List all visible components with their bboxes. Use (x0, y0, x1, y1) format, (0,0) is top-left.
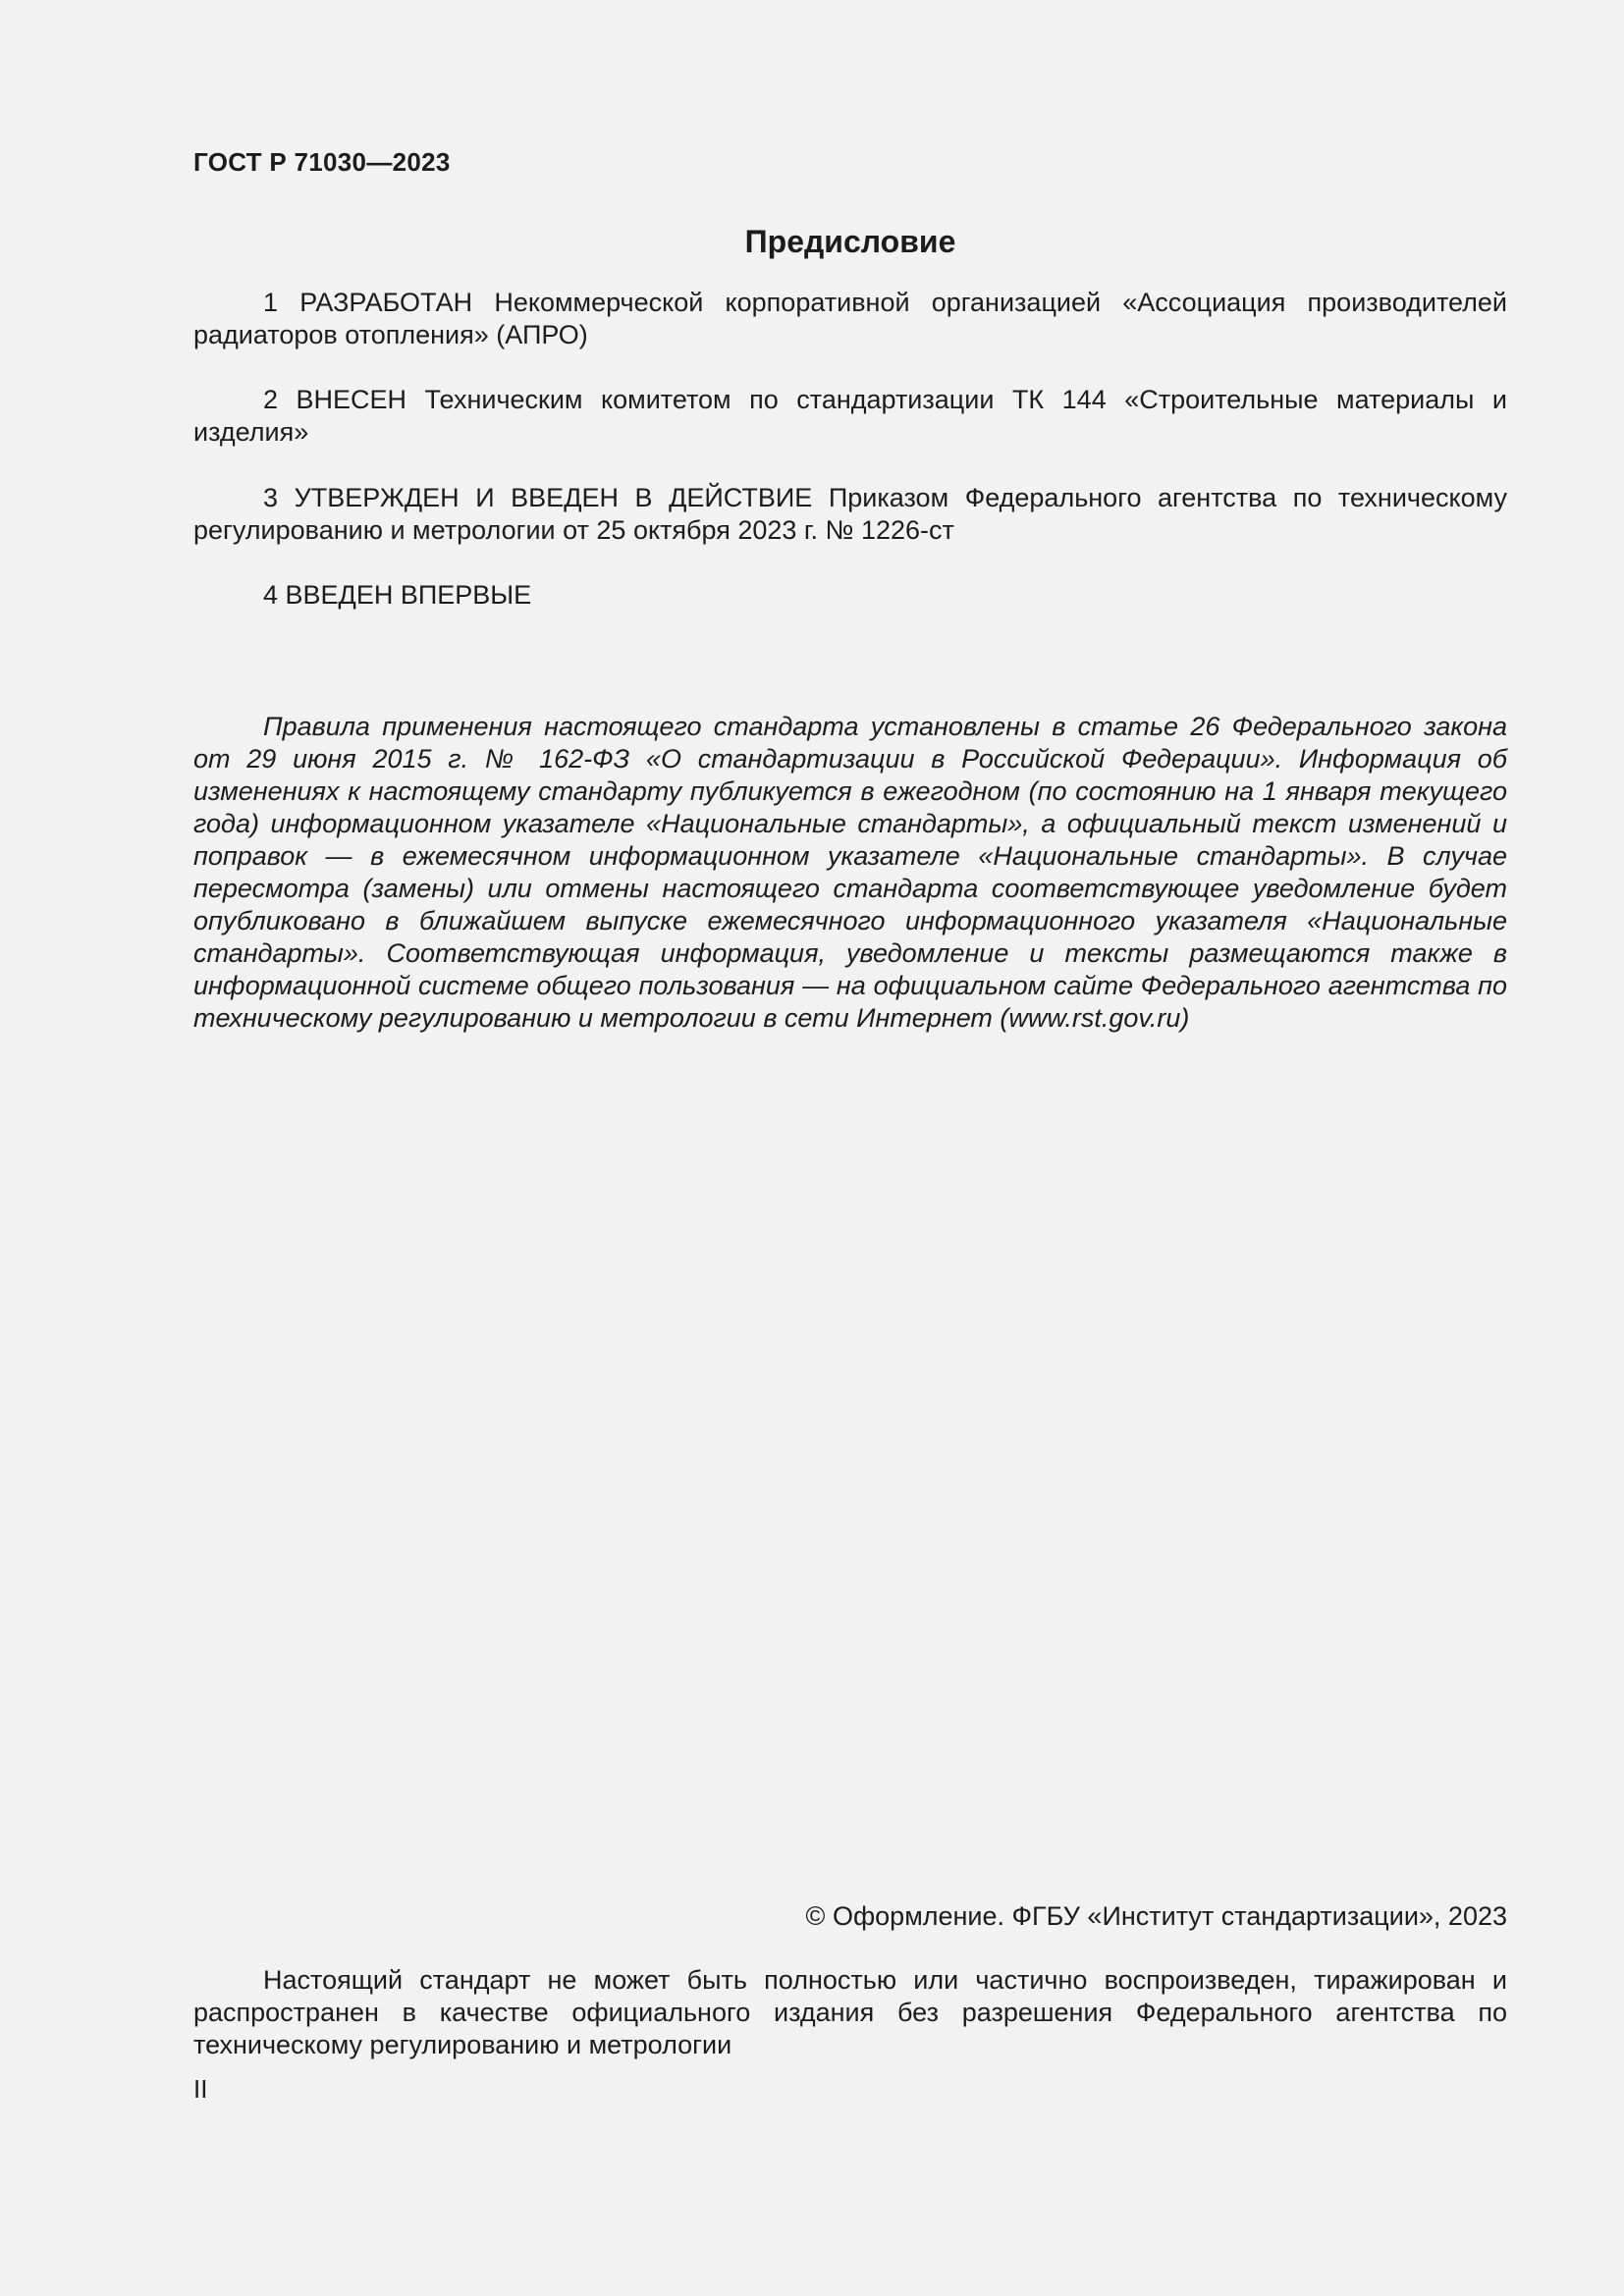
document-code: ГОСТ Р 71030—2023 (193, 147, 451, 177)
application-rules-notice: Правила применения настоящего стандарта установлены в статье 26 Федерального закона от 29 июня 2015 г. № 162-ФЗ «О стандартизации в Российской Федерации». Информация об изменениях к настоящему стандарту публикуется в ежегодном (по состоянию на 1 января текущего года) информационном указателе «Национальные стандарты», а официальный текст изменений и поправок — в ежемесячном информационном указателе «Национальные стандарты». В случае пересмотра (замены) или отмены настоящего стандарта соответствующее уведомление будет опубликовано в ближайшем выпуске ежемесячного информационного указателя «Национальные стандарты». Соответствующая информация, уведомление и тексты размещаются также в информационной системе общего пользования — на официальном сайте Федерального агентства по техническому регулированию и метрологии в сети Интернет (www.rst.gov.ru) (193, 712, 1507, 1033)
foreword-item-2: 2 ВНЕСЕН Техническим комитетом по стандартизации ТК 144 «Строительные материалы и изделия» (193, 385, 1507, 447)
reproduction-notice: Настоящий стандарт не может быть полностью или частично воспроизведен, тиражирован и распространен в качестве официального издания без разрешения Федерального агентства по техническому регулированию и метрологии (193, 1965, 1507, 2059)
page-title: Предисловие (744, 224, 956, 259)
foreword-item-3: 3 УТВЕРЖДЕН И ВВЕДЕН В ДЕЙСТВИЕ Приказом Федерального агентства по техническому регулированию и метрологии от 25 октября 2023 г. № 1226-ст (193, 483, 1507, 545)
page-number: II (193, 2074, 208, 2104)
foreword-item-1: 1 РАЗРАБОТАН Некоммерческой корпоративной организацией «Ассоциация производителей радиаторов отопления» (АПРО) (193, 288, 1507, 349)
copyright-line: © Оформление. ФГБУ «Институт стандартизации», 2023 (805, 1901, 1507, 1931)
foreword-item-4: 4 ВВЕДЕН ВПЕРВЫЕ (263, 580, 532, 610)
